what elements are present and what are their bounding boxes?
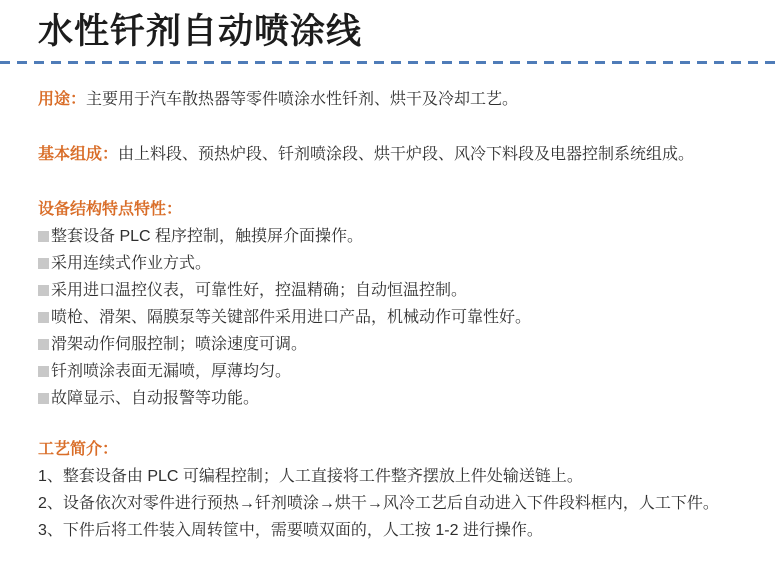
feature-list-item (38, 282, 749, 300)
square-bullet-icon (38, 231, 49, 242)
feature-list-item (38, 390, 749, 408)
square-bullet-icon (38, 312, 49, 323)
feature-text: 滑架动作伺服控制；喷涂速度可调。 (51, 336, 308, 353)
feature-text: 喷枪、滑架、隔膜泵等关键部件采用进口产品，机械动作可靠性好。 (51, 309, 532, 326)
feature-list-item (38, 309, 749, 327)
square-bullet-icon (38, 339, 49, 350)
feature-text: 整套设备 PLC 程序控制，触摸屏介面操作。 (51, 228, 364, 245)
composition-paragraph (38, 146, 749, 164)
feature-list-item (38, 255, 749, 273)
usage-text: 主要用于汽车散热器等零件喷涂水性钎剂、烘干及冷却工艺。 (86, 91, 519, 108)
usage-paragraph (38, 91, 749, 109)
page-title: 水性钎剂自动喷涂线 (38, 12, 363, 51)
dashed-divider (0, 61, 779, 64)
square-bullet-icon (38, 258, 49, 269)
process-step: 1、整套设备由 PLC 可编程控制；人工直接将工件整齐摆放上件处输送链上。 (38, 468, 583, 485)
feature-text: 采用连续式作业方式。 (51, 255, 212, 272)
square-bullet-icon (38, 366, 49, 377)
process-heading: 工艺简介： (38, 441, 119, 458)
square-bullet-icon (38, 393, 49, 404)
usage-label: 用途： (38, 91, 87, 108)
feature-text: 采用进口温控仪表，可靠性好，控温精确；自动恒温控制。 (51, 282, 468, 299)
feature-text: 故障显示、自动报警等功能。 (51, 390, 260, 407)
page-content (0, 91, 779, 540)
process-step: 2、设备依次对零件进行预热→钎剂喷涂→烘干→风冷工艺后自动进入下件段料框内，人工下件。 (38, 495, 719, 512)
feature-list-item (38, 336, 749, 354)
feature-list-item (38, 228, 749, 246)
process-list (38, 468, 749, 540)
composition-text: 由上料段、预热炉段、钎剂喷涂段、烘干炉段、风冷下料段及电器控制系统组成。 (118, 146, 695, 163)
features-heading: 设备结构特点特性： (38, 201, 183, 218)
composition-label: 基本组成： (38, 146, 119, 163)
square-bullet-icon (38, 285, 49, 296)
feature-text: 钎剂喷涂表面无漏喷，厚薄均匀。 (51, 363, 292, 380)
feature-list (38, 228, 749, 408)
feature-list-item (38, 363, 749, 381)
process-step: 3、下件后将工件装入周转筐中，需要喷双面的，人工按 1-2 进行操作。 (38, 522, 543, 539)
